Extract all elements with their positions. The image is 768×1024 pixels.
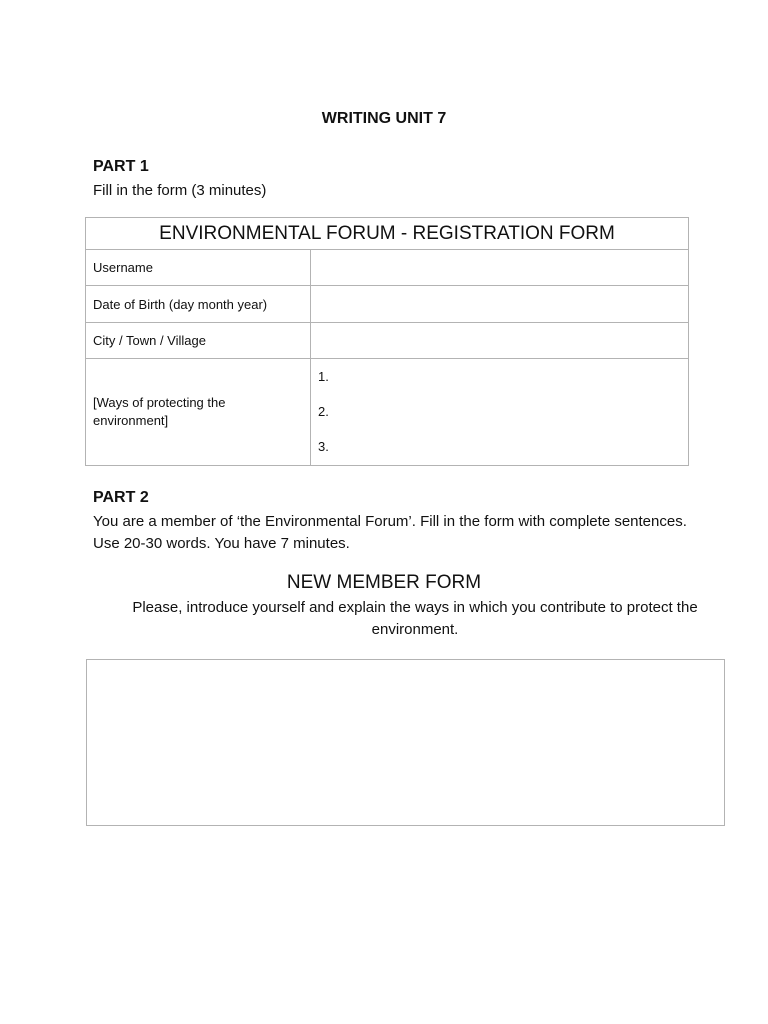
part1-instruction: Fill in the form (3 minutes) (93, 182, 267, 199)
new-member-answer-box[interactable] (86, 659, 725, 826)
part2-heading: PART 2 (93, 489, 149, 506)
new-member-form-title: NEW MEMBER FORM (286, 572, 482, 593)
ways-cell (86, 359, 311, 466)
date-of-birth-field[interactable] (311, 286, 689, 323)
ways-list (318, 368, 681, 456)
date-of-birth-label: Date of Birth (day month year) (86, 286, 311, 323)
ways-item-3[interactable]: 3. (318, 439, 329, 454)
city-town-village-field[interactable] (311, 323, 689, 359)
registration-form-table (85, 217, 689, 466)
ways-of-protecting-label: [Ways of protecting the environment] (93, 395, 226, 428)
part1-heading: PART 1 (93, 158, 149, 175)
city-town-village-label: City / Town / Village (86, 323, 311, 359)
username-label: Username (86, 250, 311, 286)
worksheet-title: WRITING UNIT 7 (321, 110, 447, 127)
ways-item-2[interactable]: 2. (318, 404, 329, 419)
username-field[interactable] (311, 250, 689, 286)
registration-form-title: ENVIRONMENTAL FORUM - REGISTRATION FORM (86, 218, 689, 250)
part2-instruction: You are a member of ‘the Environmental Forum’. Fill in the form with complete sentences. Use 20-30 words. You have 7 minutes. (93, 513, 687, 552)
ways-item-1[interactable]: 1. (318, 369, 329, 384)
new-member-prompt: Please, introduce yourself and explain the ways in which you contribute to protect the environment. (132, 599, 698, 638)
ways-field[interactable] (311, 359, 689, 466)
